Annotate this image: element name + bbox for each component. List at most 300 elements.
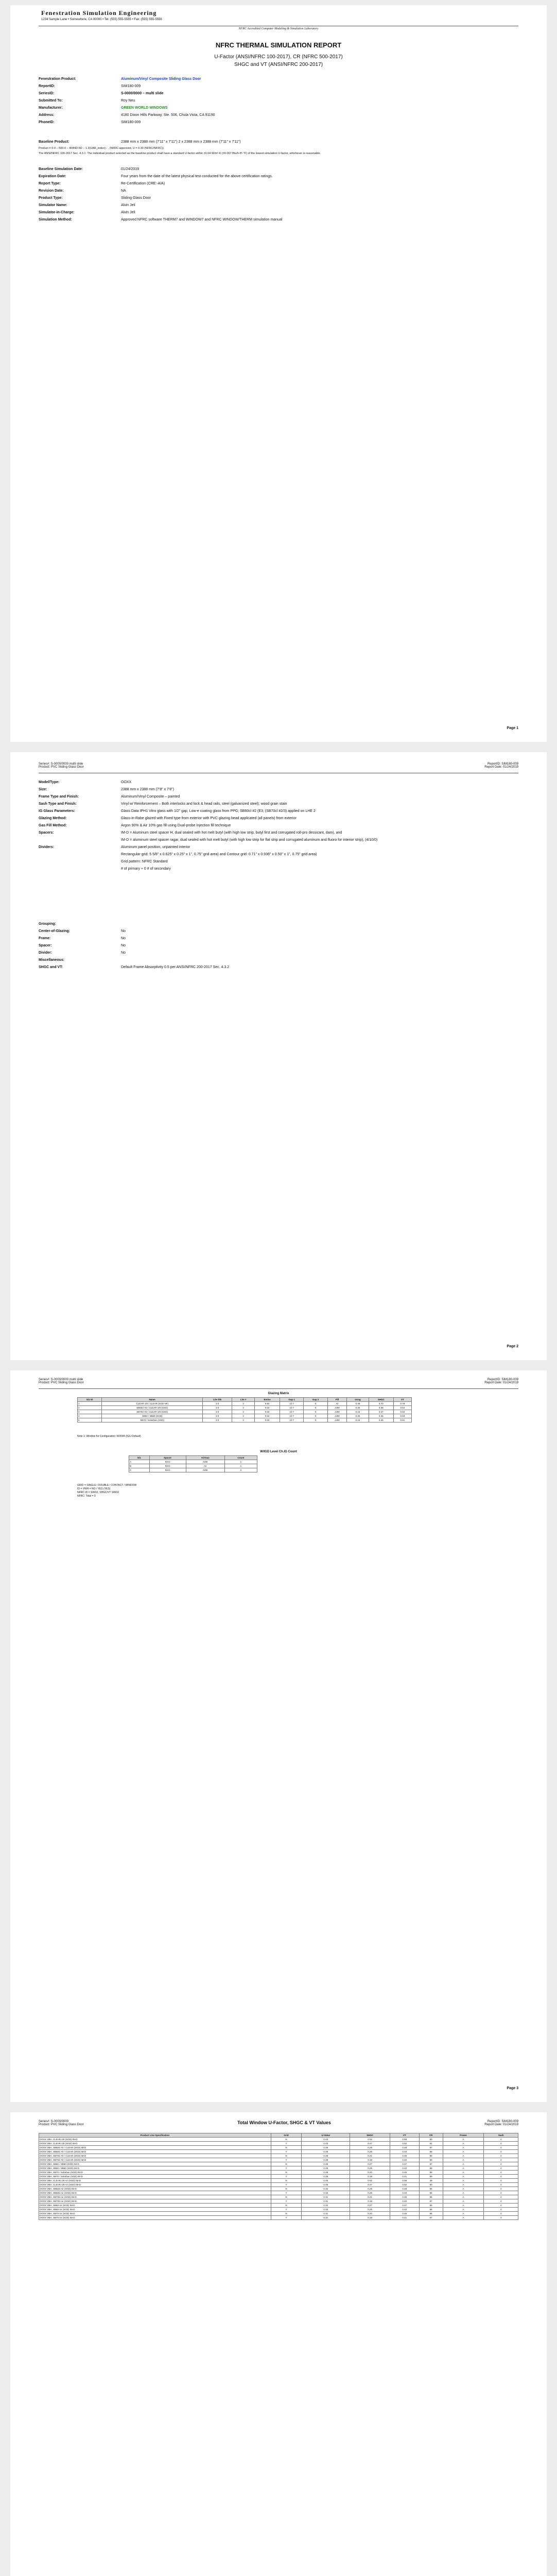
table-cell: 0.63	[393, 1414, 411, 1418]
table-cell: A	[443, 2154, 484, 2158]
table-cell: 0.25	[350, 2208, 390, 2212]
table-cell: 0.62	[393, 1410, 411, 1414]
table-cell: 0.28	[302, 2171, 350, 2175]
table-cell: 0.43	[302, 2142, 350, 2146]
field-value: Default Frame Absorptivity 0.5 per ANSI/NFRC 200-2017 Sec. 4.3.2	[121, 965, 230, 969]
table-cell: 0.45	[390, 2212, 419, 2216]
field-value: S-0000/0000 – multi slide	[121, 92, 164, 95]
table-cell: 2	[224, 1468, 257, 1472]
uvalue-row	[39, 2166, 518, 2171]
table-cell: OOXX VBH, SB60 Air (SGD) IM-D	[39, 2208, 271, 2212]
table-cell: A	[443, 2146, 484, 2150]
baseline-block	[39, 140, 399, 155]
table-cell: OOXX VBH, SB70cl #2 / CLEAR (SGD) IM-D	[39, 2158, 271, 2162]
field-row	[39, 958, 399, 962]
table-cell: V	[484, 2199, 518, 2204]
field-value: No	[121, 929, 126, 933]
table-cell: 50	[419, 2138, 443, 2142]
ig-note-3: NFRC ID = SIM10, SHGC/VT SIM10	[77, 1491, 119, 1494]
field-value: IM-D = aluminum steel spacer ragar, dual sealed with hot melt butyl (with high low strip for flat strip and corrugated aluminum and fluoro for interior strip), (4/10/0)	[121, 838, 378, 842]
field-value: GREEN WORLD WINDOWS	[121, 106, 168, 110]
table-cell: OOXX VBH, CLEAR 1/8 (SGD) IM-D	[39, 2138, 271, 2142]
table-cell: OOXX VBH, SB60 / SB60 (SGD) IM-D	[39, 2166, 271, 2171]
table-cell: A	[443, 2199, 484, 2204]
table-cell: V	[484, 2158, 518, 2162]
table-cell: 56	[419, 2191, 443, 2195]
report-page-3	[10, 1370, 547, 2102]
column-header: VT	[393, 1398, 411, 1402]
table-cell: OOXX VBH, SB60 / SB60 (SGD) IM-D	[39, 2162, 271, 2166]
table-cell: 0.41	[390, 2216, 419, 2220]
field-row	[39, 92, 399, 95]
column-header: Air/Gas	[186, 1456, 224, 1460]
product-line: Product: PVC Sliding Glass Door	[39, 766, 84, 769]
table-cell: A	[443, 2204, 484, 2208]
table-cell: 0.26	[350, 2150, 390, 2154]
table-cell: 3.0	[203, 1406, 232, 1410]
table-cell: OOXX VBH, SB60 Air (SGD) IM-D	[39, 2204, 271, 2208]
table-cell: Ar90	[327, 1410, 346, 1414]
table-cell: 0.31	[302, 2216, 350, 2220]
table-cell: 0.52	[390, 2142, 419, 2146]
glazing-matrix-title: Glazing Matrix	[268, 1392, 289, 1395]
field-row	[39, 845, 399, 849]
field-value: Aluminum/Vinyl Composite – painted	[121, 795, 180, 799]
table-cell: 0.04	[255, 1406, 280, 1410]
table-cell: OOXX VBH, SB70cl Air (SGD) IM-D	[39, 2199, 271, 2204]
column-header: Glz	[129, 1456, 150, 1460]
table-cell: N	[271, 2187, 301, 2191]
table-cell: 0.52	[390, 2183, 419, 2187]
field-label: Gas Fill Method:	[39, 824, 67, 827]
table-cell: N	[271, 2154, 301, 2158]
table-cell: 0.70	[369, 1402, 393, 1406]
table-cell: 50	[419, 2183, 443, 2187]
table-cell: 0.58	[390, 2138, 419, 2142]
table-cell: 0.19	[350, 2199, 390, 2204]
field-label: Frame:	[39, 937, 51, 940]
column-header: Product Line Specification	[39, 2133, 271, 2138]
table-cell: 58	[419, 2166, 443, 2171]
table-cell: 0.42	[390, 2166, 419, 2171]
table-cell: 3.0	[203, 1402, 232, 1406]
table-cell: 59	[419, 2158, 443, 2162]
table-cell: 0.46	[390, 2154, 419, 2158]
field-label: Simulation Method:	[39, 218, 72, 222]
table-cell: 0.47	[390, 2162, 419, 2166]
table-cell: 5	[78, 1418, 102, 1422]
table-cell: 0.32	[302, 2187, 350, 2191]
table-cell: 0.32	[302, 2191, 350, 2195]
column-header: Frame	[443, 2133, 484, 2138]
field-value	[121, 958, 399, 962]
table-cell: 2	[232, 1414, 255, 1418]
firm-address: 1234 Sample Lane • Somewhere, CA 00000 • Tel: (555) 555-5555 • Fax: (555) 555-5556	[41, 18, 162, 21]
field-row	[39, 218, 399, 222]
table-cell: Y	[271, 2166, 301, 2171]
table-cell: 0.64	[393, 1406, 411, 1410]
page-number: Page 2	[507, 1345, 518, 1348]
table-cell: 0.02	[255, 1410, 280, 1414]
glazing-row	[78, 1414, 412, 1418]
series-line: Series#: S-0000/0000	[39, 2120, 69, 2123]
table-cell: V	[484, 2208, 518, 2212]
table-cell: OOXX VBH, SB60cl #2 / CLEAR (SGD) IM-D	[39, 2150, 271, 2154]
table-cell: Y	[271, 2183, 301, 2187]
simulation-info	[39, 167, 399, 225]
page-header	[39, 1378, 518, 1384]
table-cell: Air	[186, 1464, 224, 1468]
table-cell: 0.48	[390, 2187, 419, 2191]
table-cell: 59	[419, 2175, 443, 2179]
uvalue-table-a	[39, 2133, 518, 2220]
table-cell: 56	[419, 2212, 443, 2216]
field-value: 2388 mm x 2388 mm (7'8" x 7'8")	[121, 788, 174, 791]
field-value: IM-D = Aluminum steel spacer H, dual sealed with hot melt butyl (with high low strip, butyl first and corrugated roll-pro dessicant, dam), and	[121, 831, 342, 835]
uvalue-row	[39, 2179, 518, 2183]
table-cell: A	[443, 2216, 484, 2220]
table-cell: 0.29	[302, 2166, 350, 2171]
uvalue-row	[39, 2208, 518, 2212]
field-label: Address:	[39, 113, 55, 117]
page-header	[39, 762, 518, 769]
table-cell: SB60cl #2 / CLEAR 1/8 (SGD)	[102, 1406, 203, 1410]
column-header: SHGC	[350, 2133, 390, 2138]
table-cell: A	[443, 2195, 484, 2199]
field-label: Report Type:	[39, 182, 61, 185]
report-date-line: Report Date: 01/24/2019	[484, 2123, 518, 2126]
table-cell: V	[484, 2162, 518, 2166]
field-row	[39, 84, 399, 88]
table-cell: A	[443, 2162, 484, 2166]
field-value: Glass-in-Rabe glazed with Fixed type from exterior with PVC glazing bead applicated (all panels) from exterior	[121, 817, 297, 820]
product-details	[39, 781, 399, 874]
table-cell: 0.29	[302, 2162, 350, 2166]
table-cell: 0.36	[369, 1414, 393, 1418]
report-date-line: Report Date: 01/24/2019	[484, 766, 518, 769]
uvalue-row	[39, 2212, 518, 2216]
table-cell: 0.25	[347, 1406, 369, 1410]
field-row	[39, 809, 399, 813]
table-cell: 56	[419, 2208, 443, 2212]
column-header: Lite #	[232, 1398, 255, 1402]
table-cell: 0.28	[302, 2175, 350, 2179]
table-cell: IM-D	[149, 1468, 186, 1472]
glazing-row	[78, 1406, 412, 1410]
table-cell: N	[271, 2204, 301, 2208]
glazing-matrix-table	[77, 1397, 412, 1422]
field-row	[39, 106, 399, 110]
table-cell: V	[484, 2175, 518, 2179]
table-cell: OOXX VBH, SB70 Air (SGD) IM-D	[39, 2216, 271, 2220]
table-cell: Ar90	[327, 1406, 346, 1410]
table-cell: 0.18	[350, 2216, 390, 2220]
table-cell: 57	[419, 2162, 443, 2166]
field-row	[39, 113, 399, 117]
table-cell: 0.78	[393, 1402, 411, 1406]
glazing-row	[78, 1410, 412, 1414]
field-label: Sash Type and Finish:	[39, 802, 77, 806]
field-row	[39, 99, 399, 103]
table-cell: IM-D	[149, 1460, 186, 1464]
column-header: Fill	[327, 1398, 346, 1402]
table-cell: V	[484, 2146, 518, 2150]
table-cell: V	[484, 2142, 518, 2146]
table-cell: 0.26	[369, 1418, 393, 1422]
table-cell: 0.31	[302, 2195, 350, 2199]
table-cell: A	[443, 2187, 484, 2191]
page-header	[39, 2120, 518, 2126]
field-value: Roy Neu	[121, 99, 135, 103]
table-cell: V	[484, 2183, 518, 2187]
field-value: 01/24/2019	[121, 167, 140, 171]
table-cell: 0.27	[369, 1410, 393, 1414]
table-cell: 0.29	[302, 2150, 350, 2154]
field-value: Sliding Glass Door	[121, 196, 151, 200]
field-label: Spacer:	[39, 944, 52, 947]
field-value: SIM180-009	[121, 121, 141, 124]
table-cell: OOXX VBH, CLEAR 1/8 Air (SGD) IM-D	[39, 2179, 271, 2183]
table-cell: A	[443, 2158, 484, 2162]
table-cell: A	[443, 2142, 484, 2146]
table-cell: 57	[419, 2216, 443, 2220]
table-cell: OOXX VBH, SB70cl #2 / CLEAR (SGD) IM-D	[39, 2154, 271, 2158]
uvalue-row	[39, 2175, 518, 2179]
column-header: Gap 2	[304, 1398, 327, 1402]
table-cell: Air	[327, 1402, 346, 1406]
ig-notes	[77, 1484, 136, 1498]
table-cell: 2	[232, 1418, 255, 1422]
column-header: Sash	[484, 2133, 518, 2138]
table-cell: 0.42	[390, 2199, 419, 2204]
ig-count-table	[129, 1455, 257, 1472]
field-row	[39, 175, 399, 178]
report-date-line: Report Date: 01/24/2019	[484, 1381, 518, 1384]
field-value: Rectangular grid: 5 5/8" x 0.625" x 0.25" x 1", 0.75" grid area) and Contour grid: 0.71" x 0.936" x 0.50" x 1", 0.75" grid area)	[121, 853, 317, 856]
field-label: Frame Type and Finish:	[39, 795, 79, 799]
field-label: Size:	[39, 788, 47, 791]
table-cell: SB60 / SB60 (SGD)	[102, 1414, 203, 1418]
table-cell: OOXX VBH, SB60cl #2 / CLEAR (SGD) IM-D	[39, 2146, 271, 2150]
table-cell: A	[443, 2183, 484, 2187]
field-label	[39, 867, 121, 871]
product-line: Product: PVC Sliding Glass Door	[39, 1381, 84, 1384]
table-cell: V	[484, 2166, 518, 2171]
report-subtitle-1: U-Factor (ANSI/NFRC 100-2017), CR (NFRC 500-2017)	[214, 54, 343, 60]
table-cell: A	[129, 1460, 150, 1464]
table-cell: 0	[304, 1410, 327, 1414]
uvalue-row	[39, 2187, 518, 2191]
field-label: ReportID:	[39, 84, 55, 88]
field-value: NA	[121, 189, 126, 193]
baseline-value: 2388 mm x 2388 mm (7'11" x 7'11") 2 x 2388 mm x 2388 mm (7'11" x 7'11")	[121, 140, 241, 144]
table-cell: 0.52	[350, 2179, 390, 2183]
table-cell: A	[443, 2166, 484, 2171]
table-cell: 0	[304, 1402, 327, 1406]
field-row	[39, 944, 399, 947]
table-cell: 0.19	[350, 2158, 390, 2162]
column-header: U-Value	[302, 2133, 350, 2138]
table-cell: 56	[419, 2195, 443, 2199]
field-label: Expiration Date:	[39, 175, 66, 178]
field-row	[39, 802, 399, 806]
table-cell: 0.28	[302, 2154, 350, 2158]
field-label: Simulator-in-Charge:	[39, 211, 75, 214]
table-cell: 0.24	[347, 1410, 369, 1414]
field-value: No	[121, 944, 126, 947]
field-row	[39, 951, 399, 955]
table-cell: N	[271, 2212, 301, 2216]
table-cell: 0.31	[302, 2212, 350, 2216]
table-cell: N	[271, 2138, 301, 2142]
report-page-2	[10, 752, 547, 1360]
table-cell: OOXX VBH, SB70 Air (SGD) IM-D	[39, 2212, 271, 2216]
column-header: SHGC	[369, 1398, 393, 1402]
table-cell: 0	[304, 1414, 327, 1418]
field-row	[39, 867, 399, 871]
field-value: Glass Data IPH1 Vitro glass with 1/2" gap, Low-e coating glass from PPG; SB60cl #2 (E3; (SB70cl #2/3) applied on LHE 2	[121, 809, 316, 813]
field-label: Center-of-Glazing:	[39, 929, 71, 933]
table-cell: V	[484, 2191, 518, 2195]
table-cell: C	[129, 1468, 150, 1472]
field-value: SIM180-009	[121, 84, 141, 88]
ig-count-title: W/IGD Level Ch.IG Count	[260, 1450, 297, 1453]
table-cell: 0.29	[350, 2146, 390, 2150]
product-info	[39, 77, 399, 128]
field-value: OOXX	[121, 781, 132, 784]
field-value: No	[121, 937, 126, 940]
table-cell: 0.32	[302, 2208, 350, 2212]
field-row	[39, 196, 399, 200]
report-id-line: ReportID: SIM180-009	[487, 2120, 518, 2123]
field-label: Fenestration Product:	[39, 77, 76, 81]
table-cell: 0.48	[347, 1402, 369, 1406]
field-value: Aluminum panel position, unpainted interior	[121, 845, 190, 849]
table-cell: 58	[419, 2171, 443, 2175]
table-cell: N	[271, 2171, 301, 2175]
table-cell: 1	[224, 1460, 257, 1464]
table-cell: Ar90	[186, 1460, 224, 1464]
table-cell: 0.43	[390, 2150, 419, 2154]
uvalue-row	[39, 2199, 518, 2204]
uvalue-row	[39, 2158, 518, 2162]
series-line: Series#: S-0000/0000 multi slide	[39, 1378, 83, 1381]
field-value: No	[121, 951, 126, 955]
table-cell: 1	[78, 1402, 102, 1406]
uvalue-row	[39, 2183, 518, 2187]
table-cell: 2	[232, 1402, 255, 1406]
table-cell: 12.7	[280, 1418, 303, 1422]
field-label: Dividers:	[39, 845, 54, 849]
table-cell: 0.27	[350, 2162, 390, 2166]
field-label: SeriesID:	[39, 92, 55, 95]
table-cell: A	[443, 2171, 484, 2175]
firm-brand: Fenestration Simulation Engineering	[41, 9, 157, 16]
glazing-row	[78, 1402, 412, 1406]
table-cell: 0.21	[350, 2195, 390, 2199]
page-number: Page 1	[507, 726, 518, 730]
report-id-line: ReportID: SIM180-009	[487, 762, 518, 766]
table-cell: 3.0	[203, 1418, 232, 1422]
column-header: Glz ID	[78, 1398, 102, 1402]
ig-row	[129, 1468, 257, 1472]
field-label: SHGC and VT:	[39, 965, 63, 969]
table-cell: Y	[271, 2175, 301, 2179]
field-label: PhoneID:	[39, 121, 55, 124]
column-header: Name	[102, 1398, 203, 1402]
field-value: Alvin Jeli	[121, 211, 135, 214]
column-header: VT	[390, 2133, 419, 2138]
table-cell: 0.41	[390, 2175, 419, 2179]
table-cell: 12.7	[280, 1406, 303, 1410]
table-cell: 55	[419, 2187, 443, 2191]
table-cell: Y	[271, 2150, 301, 2154]
glazing-note: Note 1: Window for Configuration: W3/W4 (IGU Default)	[77, 1435, 141, 1438]
table-cell: 0.18	[350, 2175, 390, 2179]
field-label: Submitted To:	[39, 99, 63, 103]
table-cell: 0.52	[350, 2138, 390, 2142]
field-row	[39, 781, 399, 784]
table-cell: Y	[271, 2191, 301, 2195]
field-row	[39, 929, 399, 933]
field-value: 4180 Dixon Hills Parkway, Ste. 506, Chula Vista, CA 91190	[121, 113, 215, 117]
table-cell: V	[484, 2171, 518, 2175]
field-label: Revision Date:	[39, 189, 64, 193]
field-value	[121, 922, 399, 926]
table-cell: 0.28	[302, 2158, 350, 2162]
table-cell: 57	[419, 2199, 443, 2204]
field-value: Four years from the date of the latest physical test conducted for the above certification ratings.	[121, 175, 273, 178]
uvalue-row	[39, 2216, 518, 2220]
table-cell: 0.45	[302, 2183, 350, 2187]
table-cell: 0.42	[390, 2158, 419, 2162]
table-cell: Ar90	[186, 1468, 224, 1472]
report-id-line: ReportID: SIM180-009	[487, 1378, 518, 1381]
field-value: Approved NFRC software THERM7 and WINDOW7 and NFRC WINDOW/THERM simulation manual	[121, 218, 283, 222]
table-cell: 0.43	[390, 2191, 419, 2195]
field-row	[39, 189, 399, 193]
table-cell: 3.0	[203, 1414, 232, 1418]
table-cell: 0.21	[350, 2154, 390, 2158]
table-cell: A	[443, 2212, 484, 2216]
uvalue-row	[39, 2142, 518, 2146]
table-cell: A	[443, 2208, 484, 2212]
table-cell: V	[484, 2204, 518, 2208]
baseline-note-1: Product # 0-0 – 500-0 – IR9ND-5D – 1.3(UAR_index) - , (NFRC-approved, U = 0.30 (NFRC/NFRC))	[39, 147, 164, 150]
field-label: Product Type:	[39, 196, 63, 200]
table-cell: OOXX VBH, SB70cl Air (SGD) IM-D	[39, 2195, 271, 2199]
table-cell: 0.47	[350, 2142, 390, 2146]
field-row	[39, 817, 399, 820]
baseline-note-2: The ANSI/NFRC 100-2017 Sec. 4.3.1: The individual product selected as the baseline product shall have a standard U-factor within ±0.04 W/m²-K (±0.007 Btu/h-ft²-°F) of the lowest simulation U-factor, whichever is reasonable.	[39, 152, 321, 155]
table-cell: 0.20	[350, 2171, 390, 2175]
table-cell: V	[484, 2187, 518, 2191]
table-cell: V	[484, 2195, 518, 2199]
field-label: Simulator Name:	[39, 204, 67, 207]
table-cell: 0.84	[255, 1402, 280, 1406]
table-cell: 0.32	[302, 2204, 350, 2208]
report-page-4	[10, 2112, 547, 2576]
table-cell: 2	[78, 1406, 102, 1410]
uvalue-row	[39, 2154, 518, 2158]
table-cell: 0.24	[347, 1418, 369, 1422]
field-label	[39, 853, 121, 856]
field-label	[39, 860, 121, 863]
table-cell: 0.46	[390, 2195, 419, 2199]
table-cell: A	[443, 2175, 484, 2179]
table-cell: B	[129, 1464, 150, 1468]
table-cell: A	[443, 2191, 484, 2195]
